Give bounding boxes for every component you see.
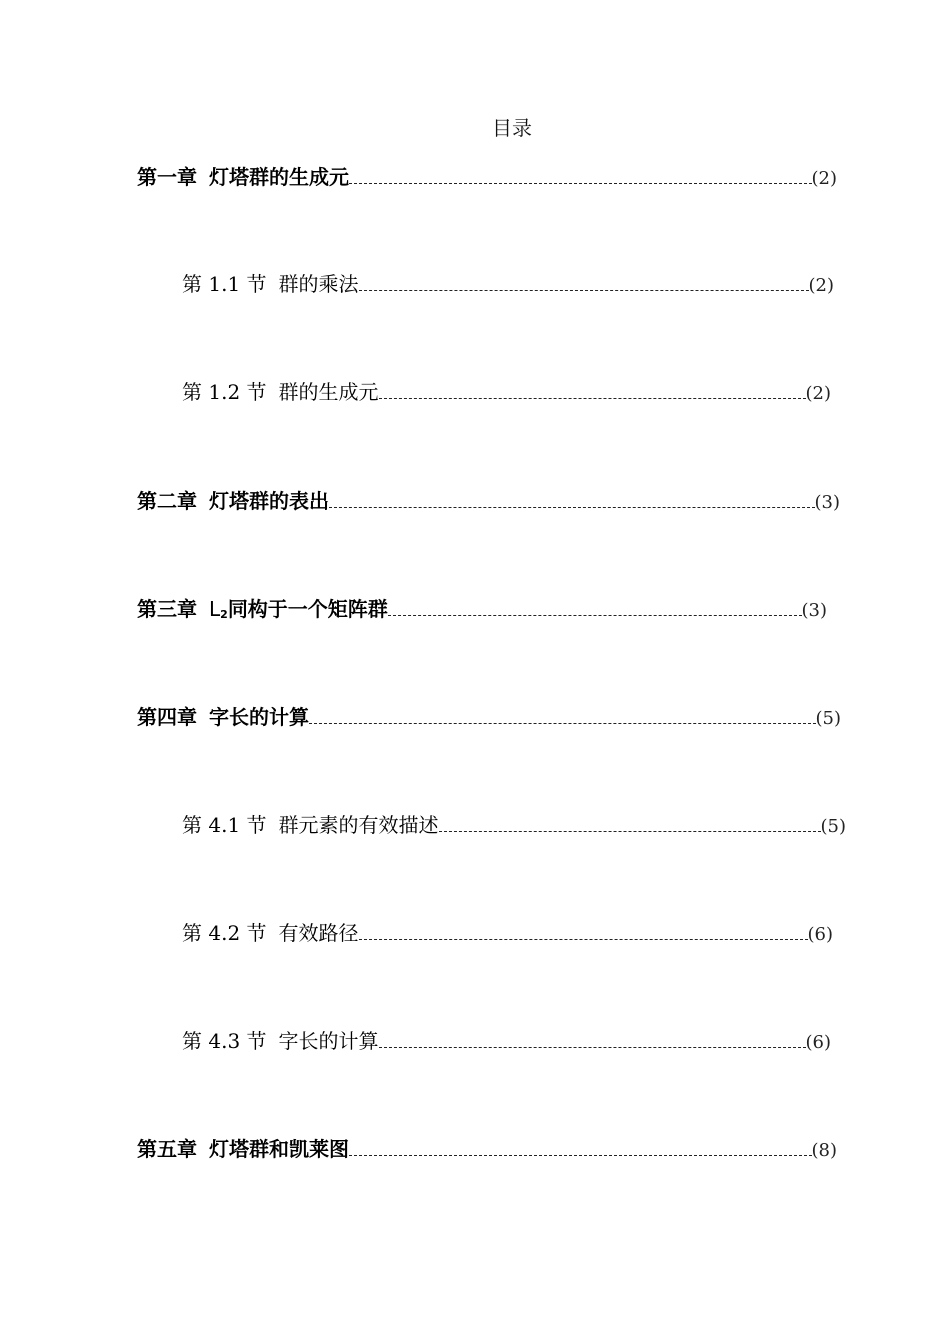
toc-title: 目录: [492, 116, 532, 140]
dot-leader: [359, 290, 809, 291]
toc-prefix: 第 4.3 节: [182, 1029, 267, 1053]
dot-leader: [439, 831, 821, 832]
toc-page-number: (2): [805, 383, 831, 404]
toc-page-number: (5): [815, 708, 841, 729]
toc-text: 灯塔群的生成元: [209, 165, 349, 189]
toc-entry-section-4-3[interactable]: [182, 1027, 831, 1055]
toc-page-number: (6): [805, 1032, 831, 1053]
toc-page-number: (6): [807, 924, 833, 945]
toc-text: 字长的计算: [278, 1029, 379, 1053]
dot-leader: [329, 507, 815, 508]
toc-text: 群的生成元: [278, 380, 379, 404]
toc-page-number: (2): [808, 275, 834, 296]
toc-prefix: 第 4.1 节: [182, 813, 267, 837]
toc-text: 有效路径: [278, 921, 359, 945]
dot-leader: [349, 1155, 812, 1156]
toc-entry-chapter-2[interactable]: [137, 487, 840, 515]
dot-leader: [379, 1047, 806, 1048]
toc-prefix: 第五章: [137, 1137, 197, 1161]
dot-leader: [309, 723, 816, 724]
toc-entry-section-4-1[interactable]: [182, 811, 846, 839]
toc-page-number: (2): [811, 168, 837, 189]
toc-page-number: (8): [811, 1140, 837, 1161]
toc-page-number: (3): [814, 492, 840, 513]
toc-entry-chapter-3[interactable]: [137, 595, 827, 623]
dot-leader: [349, 183, 812, 184]
toc-prefix: 第 4.2 节: [182, 921, 267, 945]
toc-text: 灯塔群和凯莱图: [209, 1137, 349, 1161]
toc-text: $L_2$同构于一个矩阵群: [209, 597, 388, 621]
toc-text: 灯塔群的表出: [209, 489, 329, 513]
toc-page-number: (5): [820, 816, 846, 837]
toc-text: 群的乘法: [278, 272, 359, 296]
dot-leader: [359, 939, 808, 940]
toc-entry-section-1-1[interactable]: [182, 270, 834, 298]
toc-prefix: 第四章: [137, 705, 197, 729]
toc-prefix: 第 1.2 节: [182, 380, 267, 404]
toc-text: 字长的计算: [209, 705, 309, 729]
toc-prefix: 第二章: [137, 489, 197, 513]
toc-prefix: 第 1.1 节: [182, 272, 267, 296]
toc-entry-section-4-2[interactable]: [182, 919, 833, 947]
toc-prefix: 第三章: [137, 597, 197, 621]
toc-entry-chapter-1[interactable]: [137, 163, 837, 191]
dot-leader: [388, 615, 802, 616]
toc-entry-section-1-2[interactable]: [182, 378, 831, 406]
toc-text: 群元素的有效描述: [278, 813, 439, 837]
toc-page-number: (3): [801, 600, 827, 621]
toc-prefix: 第一章: [137, 165, 197, 189]
toc-entry-chapter-4[interactable]: [137, 703, 841, 731]
dot-leader: [379, 398, 806, 399]
toc-entry-chapter-5[interactable]: [137, 1135, 837, 1163]
